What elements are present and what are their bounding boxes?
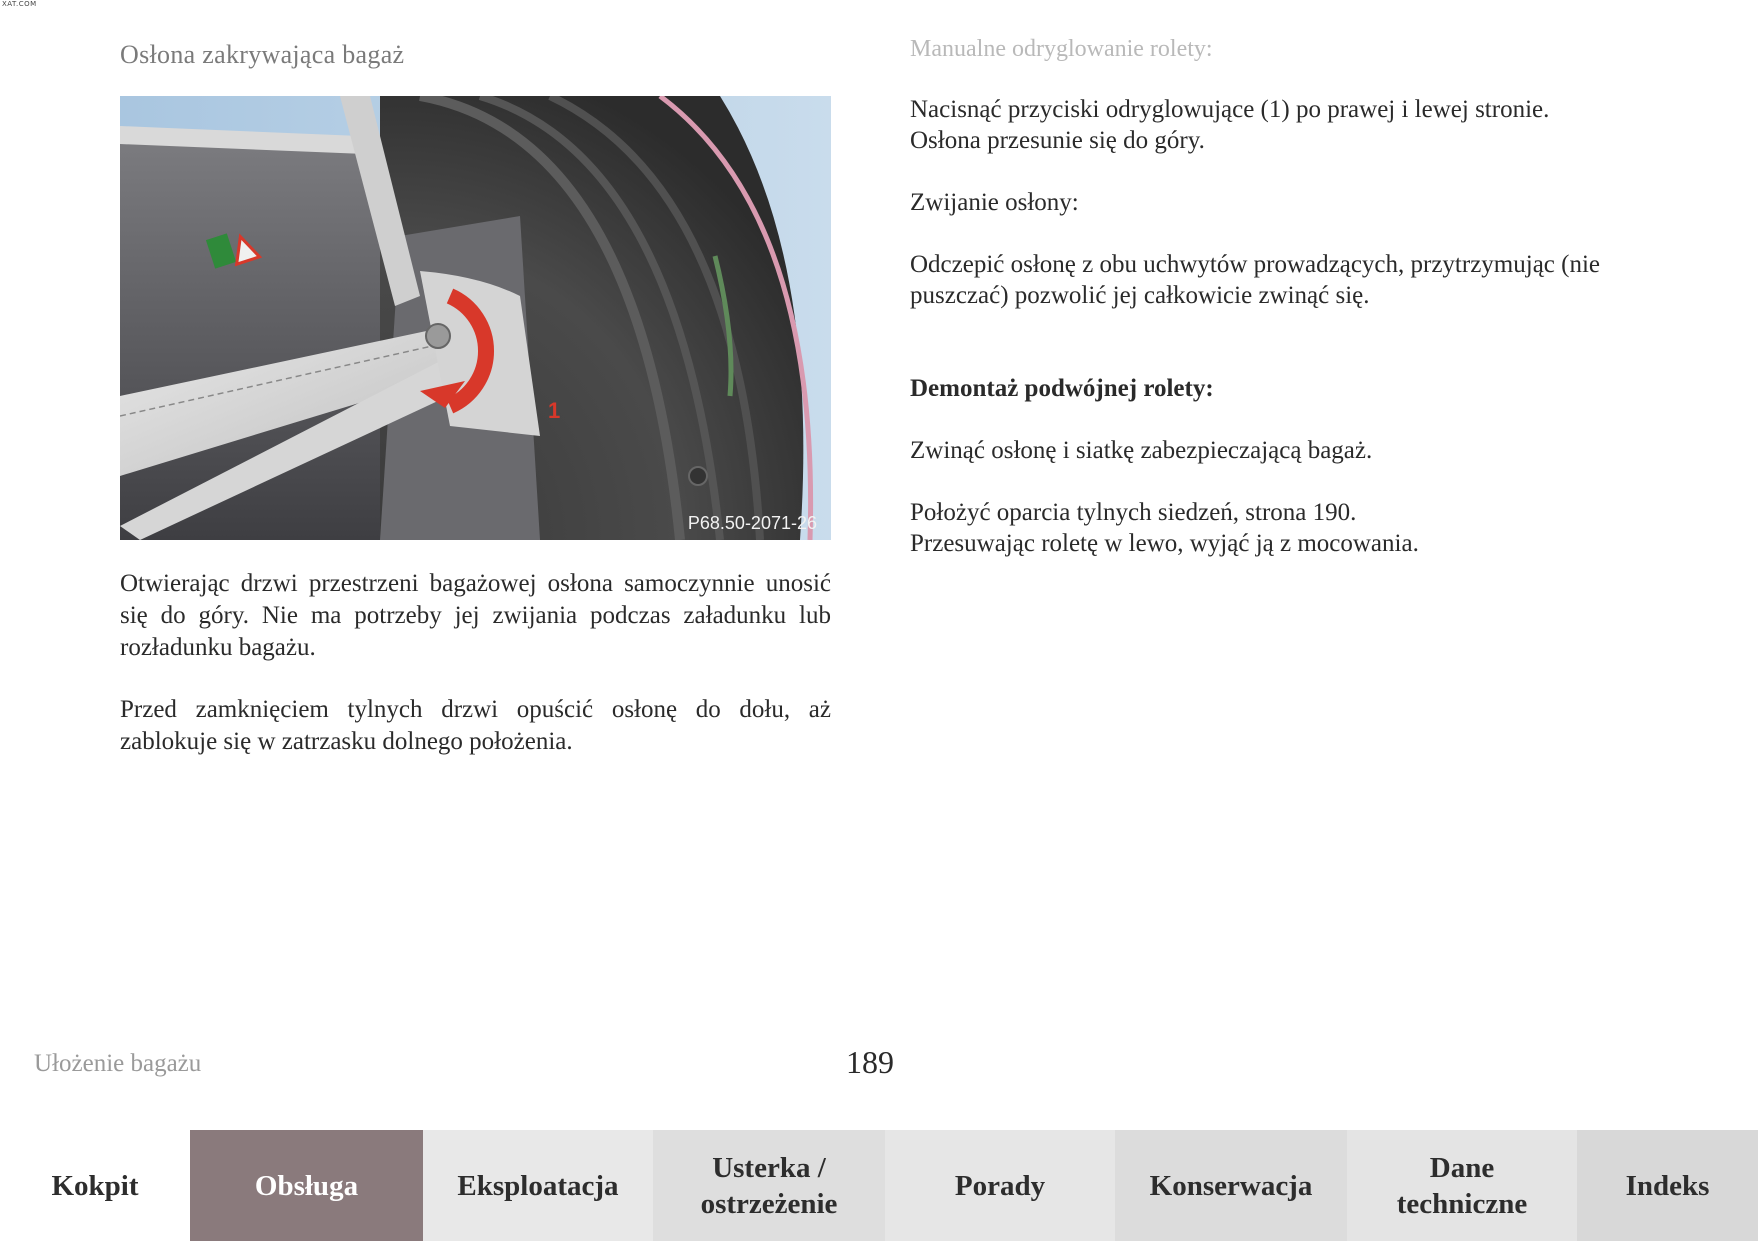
text-line: Osłona przesunie się do góry. — [910, 127, 1205, 154]
figure-code: P68.50-2071-26 — [687, 513, 817, 533]
tab-label: Eksploatacja — [457, 1169, 619, 1202]
chapter-tabs — [0, 1130, 1758, 1241]
paragraph — [910, 94, 1630, 156]
tab-kokpit[interactable] — [0, 1130, 190, 1241]
subheading: Demontaż podwójnej rolety: — [910, 375, 1214, 402]
tab-label: Dane techniczne — [1396, 1151, 1528, 1220]
tab-indeks[interactable] — [1577, 1130, 1758, 1241]
text-line: Położyć oparcia tylnych siedzeń, strona 190. — [910, 499, 1357, 526]
paragraph: Zwijanie osłony: — [910, 189, 1079, 216]
luggage-cover-figure — [120, 96, 831, 540]
text-line: Przesuwając roletę w lewo, wyjąć ją z mocowania. — [910, 530, 1419, 557]
right-column-text — [910, 94, 1630, 590]
paragraph: Zwinąć osłonę i siatkę zabezpieczającą bagaż. — [910, 437, 1373, 464]
paragraph: Przed zamknięciem tylnych drzwi opuścić osłonę do dołu, aż zablokuje się w zatrzasku dolnego położenia. — [120, 696, 831, 755]
tab-porady[interactable] — [885, 1130, 1115, 1241]
tab-konserwacja[interactable] — [1115, 1130, 1347, 1241]
paragraph — [910, 497, 1630, 559]
tab-label: Obsługa — [254, 1169, 359, 1202]
paragraph: Otwierając drzwi przestrzeni bagażowej osłona samoczynnie unosić się do góry. Nie ma potrzeby jej zwijania podczas załadunku lub rozładunku bagażu. — [120, 570, 831, 661]
watermark: XAT.COM — [2, 0, 37, 8]
tab-label: Indeks — [1625, 1169, 1710, 1202]
tab-dane-techniczne[interactable] — [1347, 1130, 1577, 1241]
section-title: Osłona zakrywająca bagaż — [120, 40, 405, 69]
page-number: 189 — [846, 1044, 894, 1080]
footer-section-name: Ułożenie bagażu — [34, 1050, 202, 1077]
luggage-cover-illustration — [120, 96, 831, 540]
text-line: Nacisnąć przyciski odryglowujące (1) po prawej i lewej stronie. — [910, 96, 1550, 123]
paragraph: Odczepić osłonę z obu uchwytów prowadzących, przytrzymując (nie puszczać) pozwolić jej całkowicie zwinąć się. — [910, 251, 1601, 309]
tab-label: Porady — [954, 1169, 1046, 1202]
tab-obsluga[interactable] — [190, 1130, 423, 1241]
tab-label: Konserwacja — [1149, 1169, 1313, 1202]
tab-eksploatacja[interactable] — [423, 1130, 653, 1241]
tab-label: Usterka / ostrzeżenie — [700, 1151, 838, 1220]
tab-label: Kokpit — [51, 1169, 139, 1202]
right-column-heading: Manualne odryglowanie rolety: — [910, 36, 1213, 62]
tab-usterka-ostrzezenie[interactable] — [653, 1130, 885, 1241]
left-column-text — [120, 568, 831, 788]
callout-number: 1 — [548, 398, 561, 423]
